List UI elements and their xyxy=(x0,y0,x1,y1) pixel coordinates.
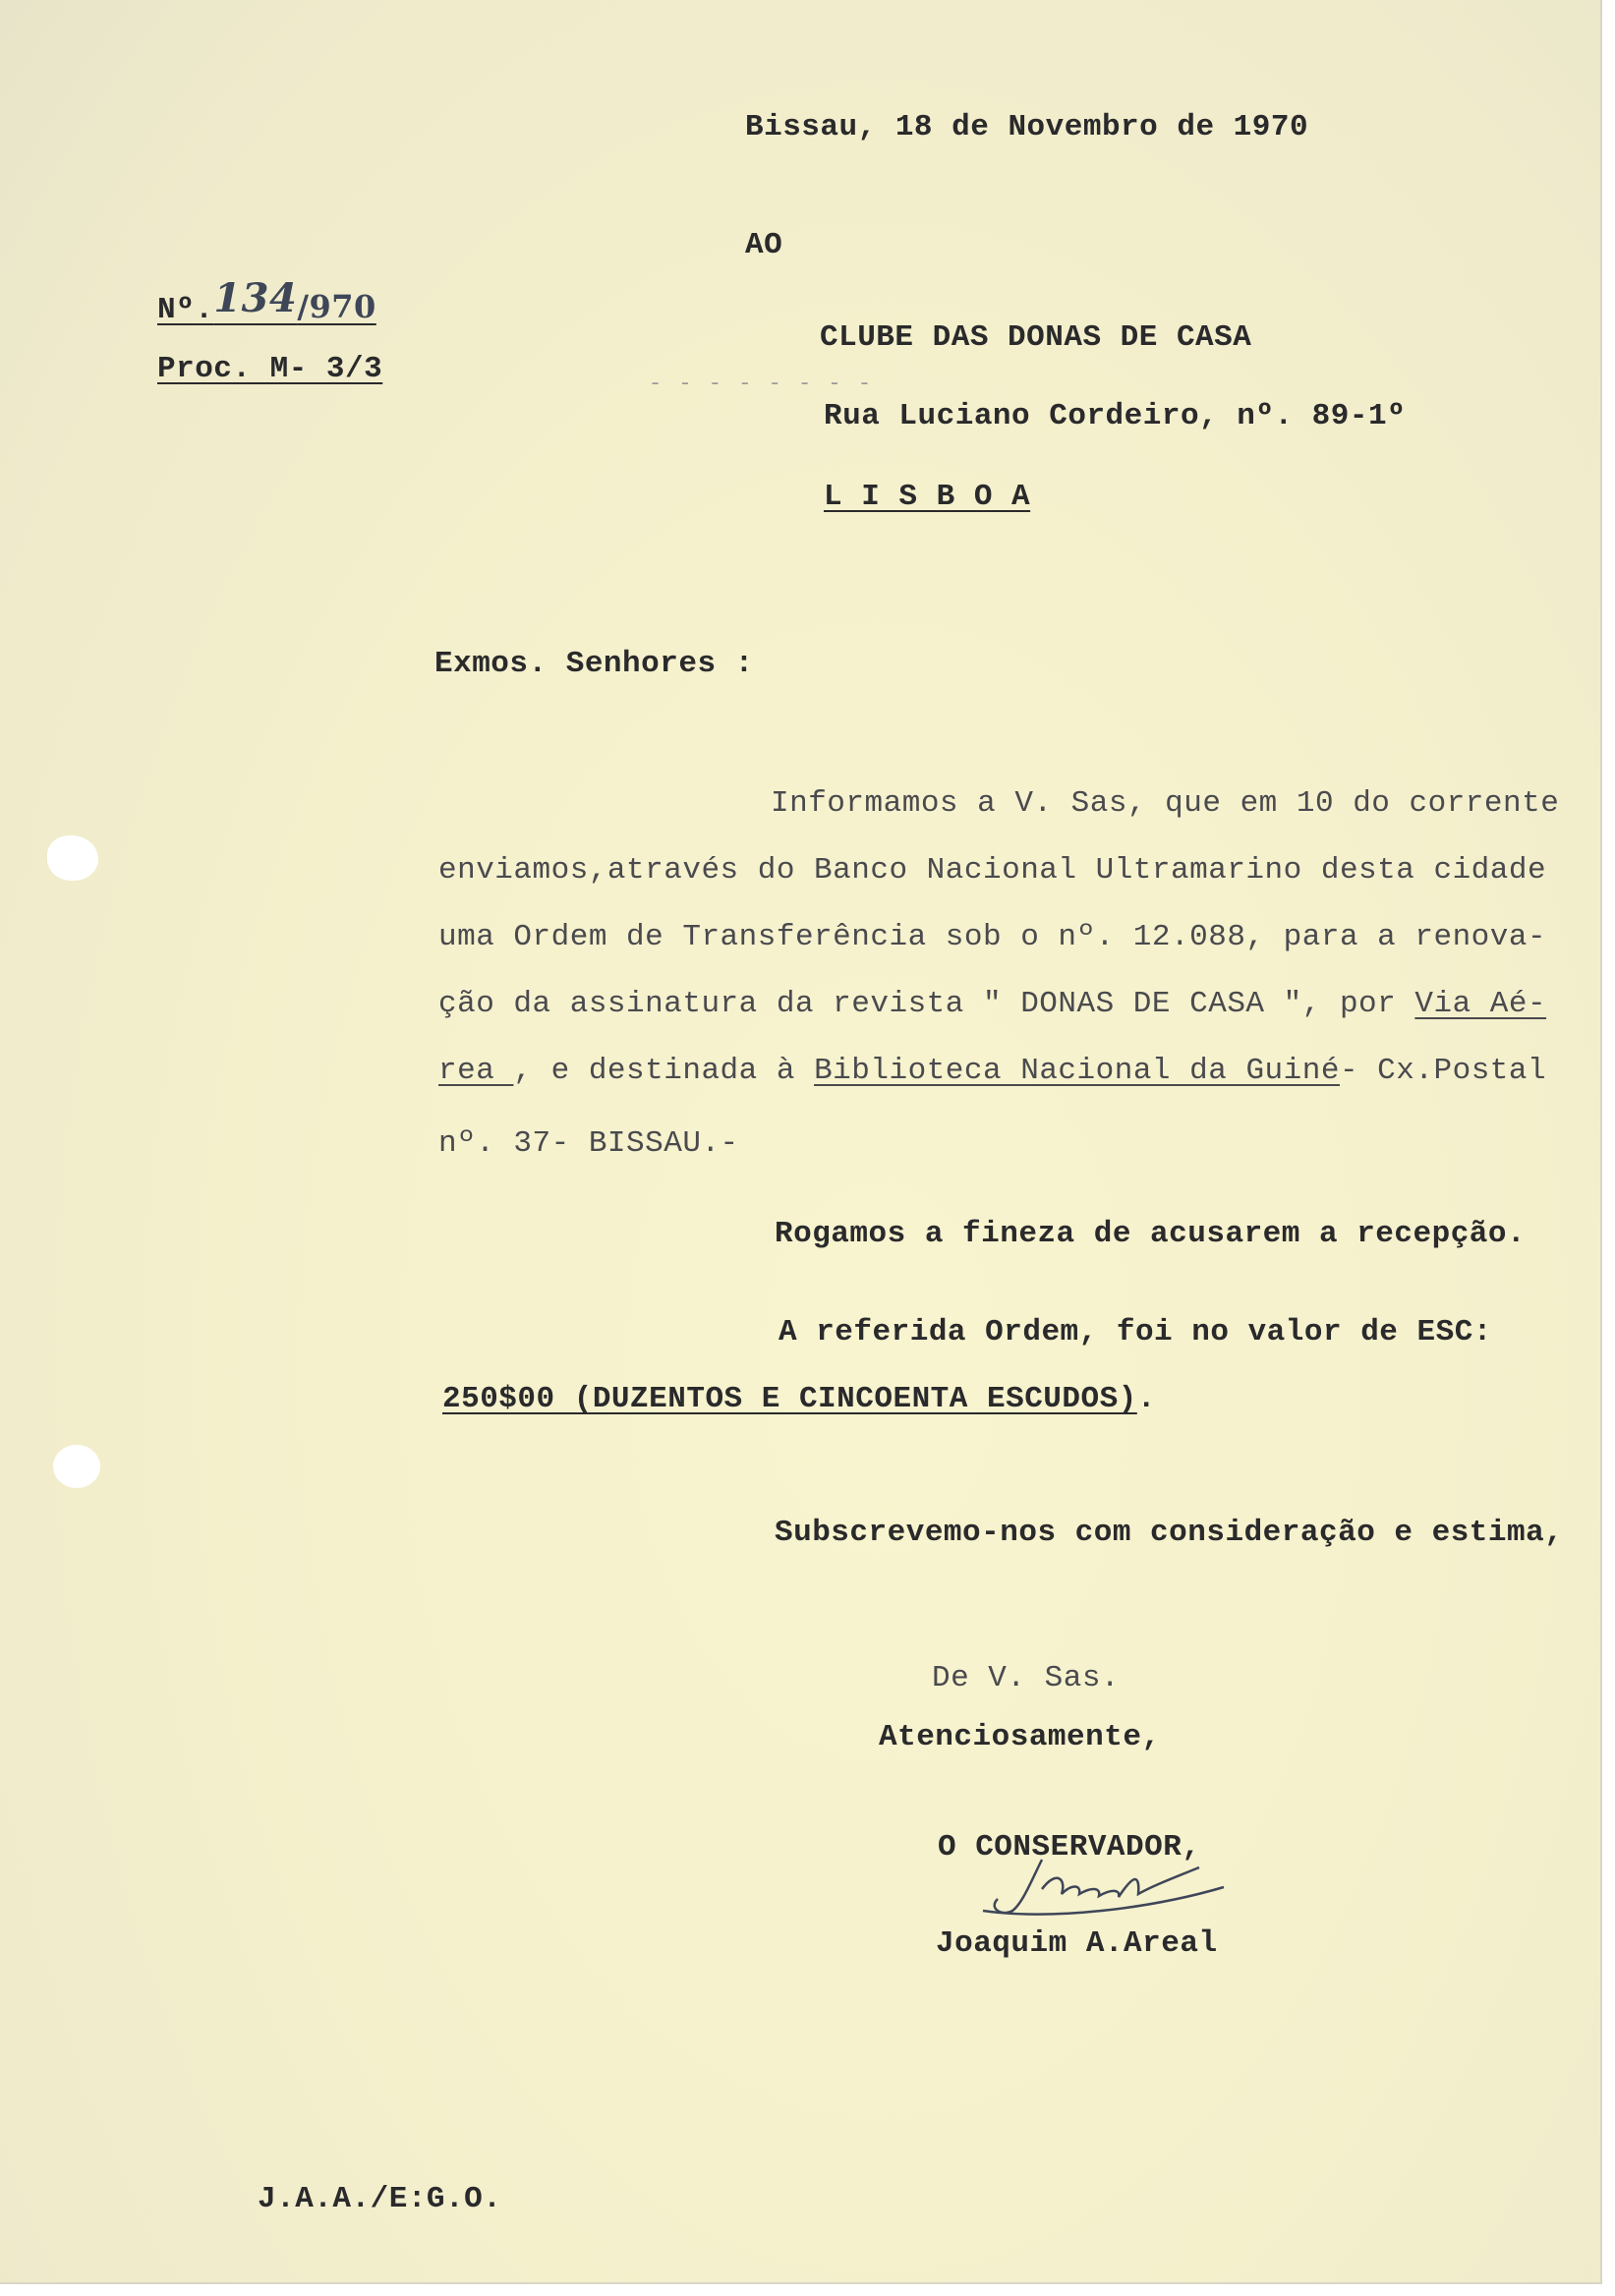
body-line-4-text: ção da assinatura da revista " DONAS DE CASA ", por xyxy=(438,987,1415,1021)
amount-period: . xyxy=(1136,1382,1156,1416)
closing-line-1: De V. Sas. xyxy=(932,1661,1121,1695)
date-line: Bissau, 18 de Novembro de 1970 xyxy=(745,110,1309,144)
body-closing-line: Subscrevemo-nos com consideração e estima, xyxy=(775,1516,1564,1550)
body-line-6: nº. 37- BISSAU.- xyxy=(438,1126,739,1161)
to-label: AO xyxy=(745,228,783,262)
footer-initials: J.A.A./E:G.O. xyxy=(258,2182,502,2216)
salutation: Exmos. Senhores : xyxy=(434,647,754,681)
body-line-5 xyxy=(438,1056,1546,1086)
punch-hole-bottom xyxy=(53,1445,100,1488)
reference-number-suffix: /970 xyxy=(297,288,376,325)
recipient-name: CLUBE DAS DONAS DE CASA xyxy=(820,320,1252,355)
signer-title: O CONSERVADOR, xyxy=(938,1830,1201,1865)
signature xyxy=(973,1850,1239,1928)
body-line-2: enviamos,através do Banco Nacional Ultramarino desta cidade xyxy=(438,853,1547,888)
library-name-underlined: Biblioteca Nacional da Guiné xyxy=(814,1054,1340,1088)
process-reference: Proc. M- 3/3 xyxy=(157,352,383,386)
body-line-3: uma Ordem de Transferência sob o nº. 12.088, para a renova- xyxy=(438,920,1547,954)
body-amount-line: A referida Ordem, foi no valor de ESC: xyxy=(779,1315,1492,1349)
reference-number-prefix: Nº. xyxy=(157,293,214,327)
closing-line-2: Atenciosamente, xyxy=(879,1720,1161,1754)
punch-hole-top xyxy=(47,835,98,881)
postal-box: - Cx.Postal xyxy=(1339,1054,1547,1088)
signer-name: Joaquim A.Areal xyxy=(936,1926,1218,1961)
handwritten-number: 134 xyxy=(213,275,298,321)
body-amount-value xyxy=(442,1384,1156,1414)
rea-underlined: rea xyxy=(438,1054,514,1088)
reference-number xyxy=(157,275,376,327)
body-line-4 xyxy=(438,989,1546,1019)
amount-underlined: 250$00 (DUZENTOS E CINCOENTA ESCUDOS) xyxy=(442,1382,1137,1416)
body-line-1: Informamos a V. Sas, que em 10 do corrente xyxy=(771,786,1560,821)
recipient-city: L I S B O A xyxy=(824,480,1031,514)
body-line-5-text: , e destinada à xyxy=(513,1054,815,1088)
recipient-address: Rua Luciano Cordeiro, nº. 89-1º xyxy=(824,399,1407,433)
via-aerea-underlined: Via Aé- xyxy=(1414,987,1547,1021)
signature-scribble-icon xyxy=(973,1850,1239,1928)
body-request: Rogamos a fineza de acusarem a recepção. xyxy=(775,1217,1527,1251)
smudge-mark: - - - - - - - - xyxy=(649,372,874,396)
